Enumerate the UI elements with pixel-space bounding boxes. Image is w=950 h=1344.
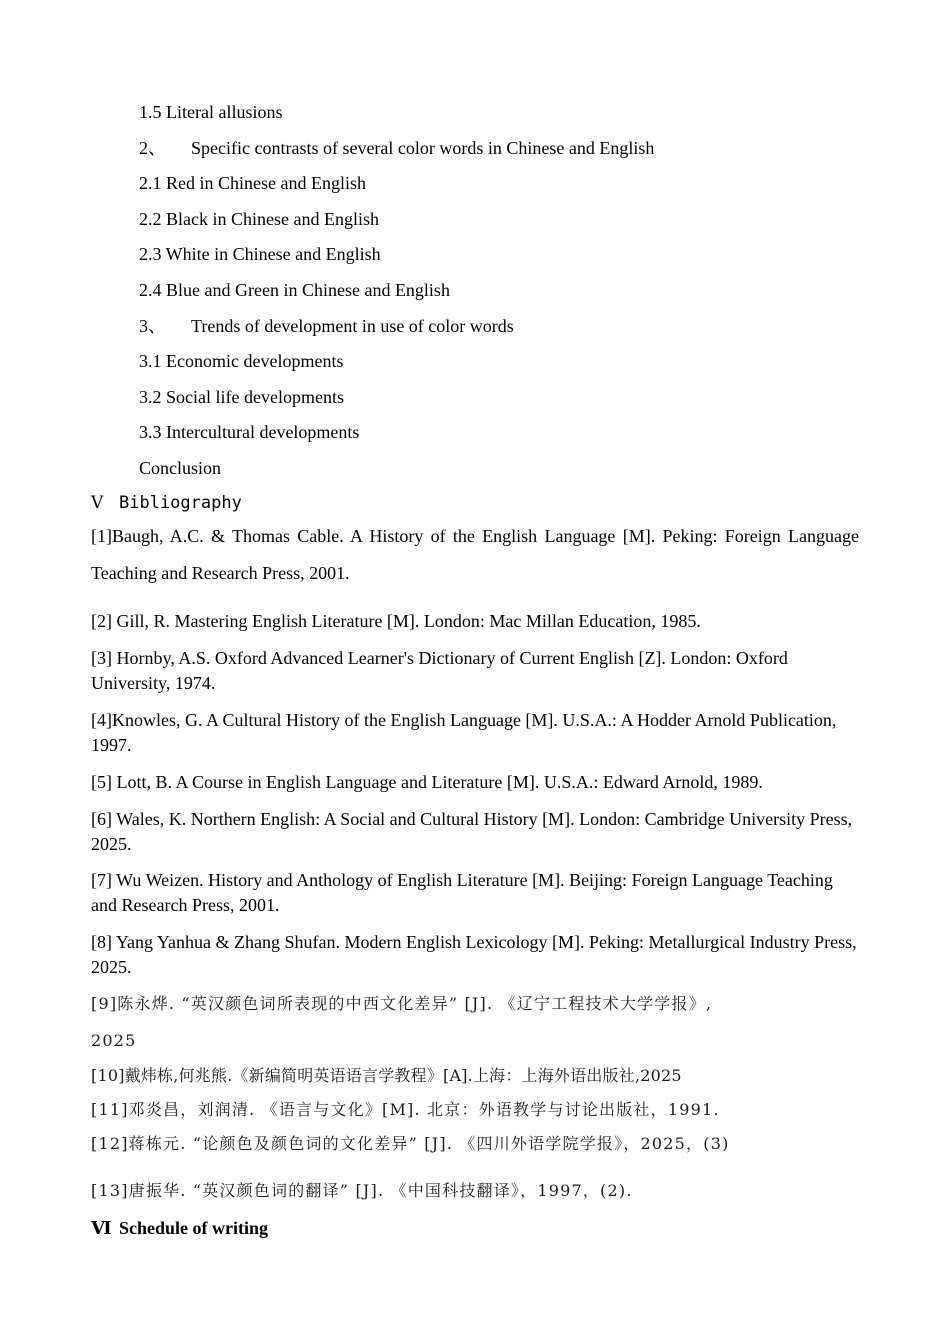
outline-item: 1.5 Literal allusions (139, 102, 283, 122)
section-title: Schedule of writing (119, 1218, 269, 1238)
outline-section: 2、 Specific contrasts of several color words in Chinese and English (139, 138, 655, 158)
reference-item: [7] Wu Weizen. History and Anthology of English Literature [M]. Beijing: Foreign Language Teaching and Research Press, 2001. (91, 870, 833, 915)
reference-item: [10]戴炜栋,何兆熊.《新编简明英语语言学教程》[A].上海：上海外语出版社,2025 (91, 1066, 682, 1085)
outline-item: 2.3 White in Chinese and English (139, 244, 381, 264)
section-numeral: Ⅴ (91, 493, 104, 513)
reference-item: [12]蒋栋元. “论颜色及颜色词的文化差异” [J]. 《四川外语学院学报》，2025，(3) (91, 1134, 730, 1153)
reference-item: [8] Yang Yanhua & Zhang Shufan. Modern English Lexicology [M]. Peking: Metallurgical Industry Press, 2025. (91, 932, 857, 977)
outline-item: 3.2 Social life developments (139, 387, 344, 407)
reference-item: [11]邓炎昌，刘润清. 《语言与文化》[M]. 北京：外语教学与讨论出版社，1991. (91, 1100, 720, 1119)
section-title: Bibliography (119, 493, 242, 513)
outline-item: 3.1 Economic developments (139, 351, 344, 371)
reference-item: [1]Baugh, A.C. & Thomas Cable. A History of the English Language [M]. Peking: Foreign Language Teaching and Research Press, 2001. (91, 526, 859, 583)
section-numeral: Ⅵ (91, 1218, 112, 1239)
outline-item: Conclusion (139, 458, 222, 478)
reference-item: [6] Wales, K. Northern English: A Social and Cultural History [M]. London: Cambridge University Press, 2025. (91, 809, 853, 854)
reference-item-continuation: 2025 (91, 1031, 137, 1050)
reference-item: [5] Lott, B. A Course in English Language and Literature [M]. U.S.A.: Edward Arnold, 1989. (91, 772, 763, 792)
reference-item: [4]Knowles, G. A Cultural History of the English Language [M]. U.S.A.: A Hodder Arnold Publication, 1997. (91, 710, 837, 755)
outline-item: 2.1 Red in Chinese and English (139, 173, 366, 193)
outline-item: 3.3 Intercultural developments (139, 422, 360, 442)
bibliography-heading (91, 492, 242, 514)
reference-item: [3] Hornby, A.S. Oxford Advanced Learner's Dictionary of Current English [Z]. London: Oxford University, 1974. (91, 648, 788, 693)
reference-item: [13]唐振华. “英汉颜色词的翻译” [J]. 《中国科技翻译》，1997，(2). (91, 1181, 633, 1200)
outline-item: 2.4 Blue and Green in Chinese and English (139, 280, 450, 300)
reference-item: [9]陈永烨. “英汉颜色词所表现的中西文化差异” [J]. 《辽宁工程技术大学学报》, (91, 994, 713, 1013)
reference-item: [2] Gill, R. Mastering English Literature [M]. London: Mac Millan Education, 1985. (91, 611, 701, 631)
schedule-heading (91, 1217, 268, 1240)
outline-section: 3、 Trends of development in use of color words (139, 316, 514, 336)
outline-item: 2.2 Black in Chinese and English (139, 209, 379, 229)
